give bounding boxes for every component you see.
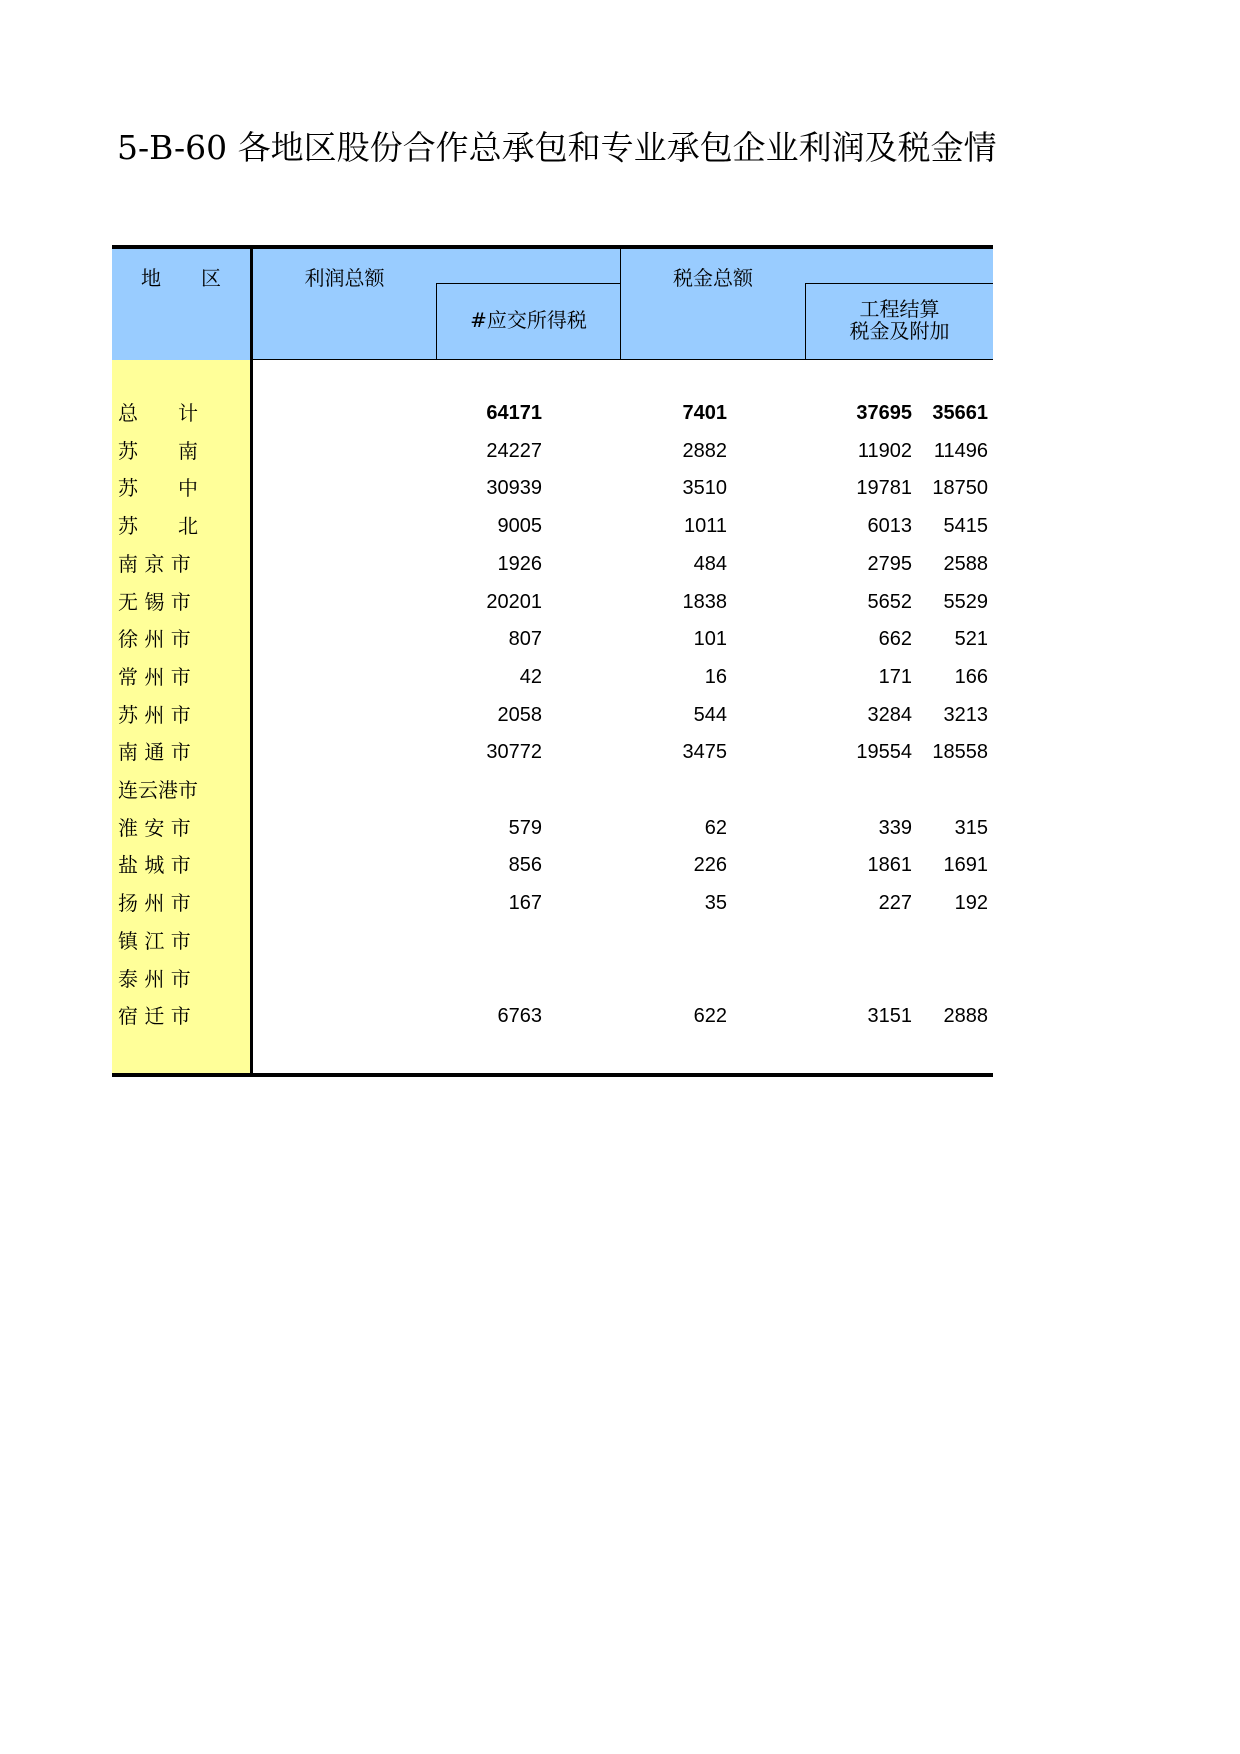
profit-total-cell: 64171 [486,402,542,424]
tax-total-cell: 227 [878,892,912,915]
tax-total-cell: 171 [878,665,912,688]
settlement-tax-cell: 315 [954,816,988,839]
region-name: 苏 南 [118,438,198,463]
tax-total-cell: 5652 [867,590,912,613]
settlement-tax-cell: 5529 [943,590,988,613]
profit-total-cell: 30939 [486,477,542,500]
table-row [112,546,993,584]
table-row [112,659,993,697]
subheader-rule-2 [805,283,993,284]
table-row [112,923,993,961]
region-name: 泰 州 市 [118,966,191,991]
tax-total-cell: 3151 [867,1005,912,1028]
table-row [112,433,993,471]
data-table [112,245,993,1077]
region-name: 南 通 市 [118,740,191,765]
region-name: 盐 城 市 [118,853,191,878]
region-name: 总 计 [118,401,198,425]
settlement-tax-cell: 11496 [933,439,988,462]
profit-total-cell: 30772 [486,741,542,764]
header-tax-total: 税金总额 [673,266,753,290]
table-row [112,847,993,885]
table-row [112,395,993,433]
income-tax-cell: 484 [693,552,727,575]
region-name: 连云港市 [118,778,198,802]
income-tax-cell: 226 [693,854,727,877]
header-bottom-rule [250,359,993,360]
income-tax-cell: 2882 [682,439,727,462]
settlement-tax-cell: 192 [954,892,988,915]
income-tax-cell: 1011 [683,515,727,538]
table-row [112,772,993,810]
region-name: 苏 中 [118,476,198,501]
income-tax-cell: 62 [704,816,727,839]
income-tax-cell: 7401 [682,402,727,424]
income-tax-cell: 16 [704,665,727,688]
income-tax-cell: 3475 [682,741,727,764]
tax-total-cell: 19554 [856,741,912,764]
settlement-tax-cell: 35661 [932,402,988,424]
settlement-tax-cell: 521 [954,628,988,651]
header-income-tax: #应交所得税 [470,308,587,332]
settlement-tax-cell: 5415 [943,515,988,538]
profit-total-cell: 2058 [497,703,542,726]
settlement-tax-cell: 166 [954,665,988,688]
region-name: 宿 迁 市 [118,1004,191,1029]
profit-total-cell: 807 [508,628,542,651]
table-row [112,697,993,735]
profit-total-cell: 856 [508,854,542,877]
tax-total-cell: 339 [878,816,912,839]
profit-total-cell: 24227 [486,439,542,462]
tax-total-cell: 2795 [867,552,912,575]
region-name: 镇 江 市 [118,928,191,953]
profit-total-cell: 579 [508,816,542,839]
income-tax-cell: 35 [704,892,727,915]
settlement-tax-cell: 2588 [943,552,988,575]
profit-total-cell: 9005 [497,515,542,538]
settlement-tax-cell [807,923,988,961]
region-name: 徐 州 市 [118,627,191,652]
header-profit-total: 利润总额 [304,266,385,290]
table-row [112,810,993,848]
header-settlement-tax: 工程结算 税金及附加 [849,297,950,343]
header-region: 地 区 [141,266,221,290]
page-title: 5-B-60 各地区股份合作总承包和专业承包企业利润及税金情 [117,128,997,167]
profit-total-cell: 20201 [486,590,542,613]
region-name: 无 锡 市 [118,589,191,614]
tax-total-cell: 6013 [867,515,912,538]
settlement-tax-cell [807,961,988,999]
table-row [112,885,993,923]
tax-total-cell: 1861 [867,854,912,877]
income-tax-cell: 544 [693,703,727,726]
table-row [112,734,993,772]
table-row [112,508,993,546]
table-row [112,961,993,999]
region-name: 扬 州 市 [118,891,191,916]
table-row [112,998,993,1036]
settlement-tax-cell: 18558 [932,741,988,764]
settlement-tax-cell: 3213 [943,703,988,726]
tax-total-cell: 3284 [867,703,912,726]
profit-total-cell: 42 [519,665,542,688]
settlement-tax-cell: 18750 [932,477,988,500]
tax-total-cell: 11902 [857,439,912,462]
region-name: 苏 北 [118,514,198,539]
table-row [112,621,993,659]
tax-total-cell: 662 [878,628,912,651]
income-tax-cell: 3510 [682,477,727,500]
bottom-rule [112,1073,993,1077]
settlement-tax-cell: 2888 [943,1005,988,1028]
income-tax-cell: 101 [693,628,727,651]
settlement-tax-cell [807,772,988,810]
subheader-rule-1 [436,283,621,284]
profit-total-cell: 167 [508,892,542,915]
region-name: 苏 州 市 [118,702,191,727]
table-row [112,470,993,508]
region-name: 淮 安 市 [118,815,191,840]
profit-total-cell: 6763 [497,1005,542,1028]
income-tax-cell: 1838 [682,590,727,613]
profit-total-cell: 1926 [497,552,542,575]
tax-total-cell: 37695 [856,402,912,424]
tax-total-cell: 19781 [856,477,912,500]
table-row [112,584,993,622]
settlement-tax-cell: 1691 [943,854,988,877]
region-name: 南 京 市 [118,551,191,576]
region-name: 常 州 市 [118,664,191,689]
income-tax-cell: 622 [693,1005,727,1028]
